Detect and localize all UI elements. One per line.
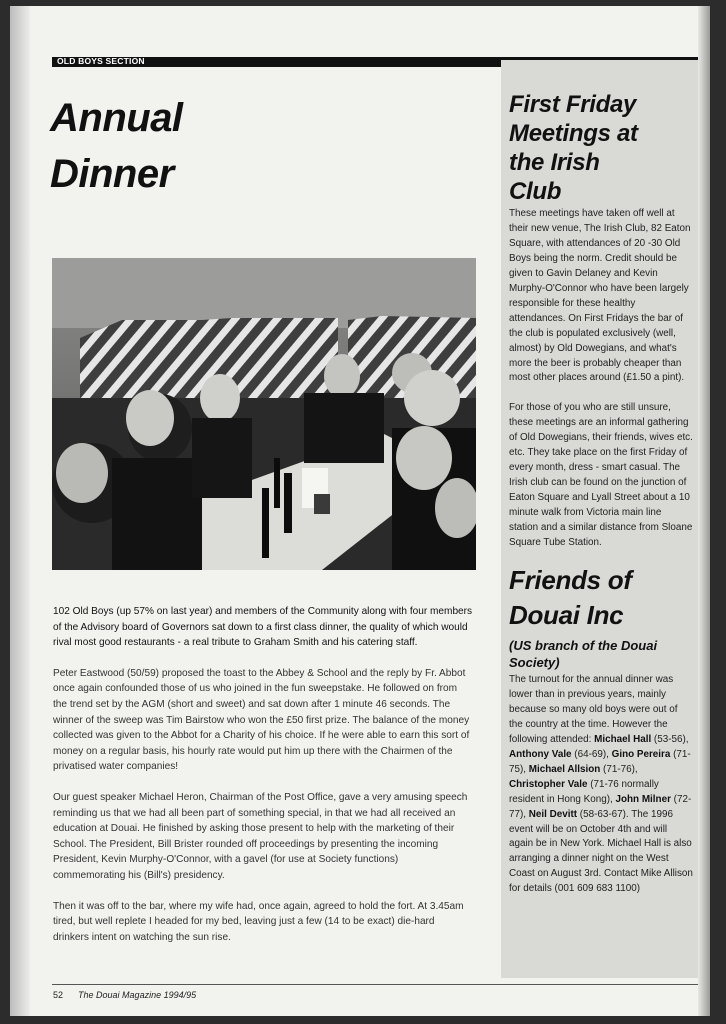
attendee-name: Neil Devitt [528,808,578,820]
text-run: (71-75), [509,748,691,775]
magazine-page [10,6,710,1016]
text-run: The turnout for the annual dinner was lower than in previous years, mainly because so many old boys were out of the country at the time. However the following attended: [509,673,678,745]
attendee-name: John Milner [615,793,671,805]
page-edge [698,6,710,1016]
article-body [53,604,473,960]
title-line: the Irish [509,149,600,176]
first-friday-paragraph: These meetings have taken off well at their new venue, The Irish Club, 82 Eaton Square, with attendances of 20 -30 Old Boys being the norm. Credit should be given to Gavin Delaney and Kevin Murphy-O'Connor who have been largely responsible for these healthy attendances. On First Fridays the bar of the club is populated exclusively (well, almost) by Old Dowegians, and what's more the beer is probably cheaper than most other places around (£1.50 a pint). [509,208,691,384]
page-number: 52 [53,990,64,1000]
title-line: Meetings at [509,120,638,147]
text-run: (64-69), [571,748,612,760]
attendee-name: Christopher Vale [509,778,588,790]
text-run: (72-77), [509,793,692,820]
page-gutter [10,6,30,1016]
dinner-photo-image [52,258,476,570]
paragraph: Then it was off to the bar, where my wife had, once again, agreed to hold the fort. At 3.45am tired, but well replete I headed for my bed, leaving just a few (14 to be exact) die-hard drinkers intent on watching the sun rise. [53,900,464,943]
dinner-photo [52,258,476,570]
attendee-name: Michael Hall [594,733,652,745]
text-run: (53-56), [651,733,689,745]
attendee-name: Michael Allsion [528,763,601,775]
title-line: Club [509,178,562,205]
text-run: (71-76), [600,763,638,775]
title-line: Friends of [509,564,632,595]
title-line-2: Dinner [50,152,174,196]
first-friday-paragraph: For those of you who are still unsure, these meetings are an informal gathering of Old Dowegians, their friends, wives etc. etc. They take place on the first Friday of every month, dress - smart casual. The Irish club can be found on the junction of Eaton Square and Lyall Street about a 10 minute walk from Victoria main line station and a similar distance from Sloane Square Tube Station. [509,402,693,549]
friends-of-douai-title [509,563,693,633]
title-line: First Friday [509,91,637,118]
paragraph: 102 Old Boys (up 57% on last year) and members of the Community along with four members of the Advisory board of Governors sat down to a first class dinner, the quality of which would rival most good restaurants - a real tribute to Graham Smith and his catering staff. [53,606,473,649]
footer-rule [52,984,698,985]
page-footer [53,990,196,1000]
paragraph: Our guest speaker Michael Heron, Chairman of the Post Office, gave a very amusing speech reminding us that we had all been part of something special, in that we had all received an education at Douai. He finished by asking those present to help with the marketing of their School. The President, Bill Brister rounded off proceedings by presenting the incoming President, Kevin Murphy-O'Connor, with a gavel (for use at Society functions) commemorating his (Bill's) presidency. [53,791,468,881]
friends-of-douai-paragraph [509,673,693,897]
sidebar-content [509,90,693,897]
magazine-title: The Douai Magazine 1994/95 [78,990,197,1000]
title-line: Douai Inc [509,599,624,630]
paragraph: Peter Eastwood (50/59) proposed the toast to the Abbey & School and the reply by Fr. Abbot once again confounded those of us who joined in the fun sweepstake. He followed on from the trend set by the AGM (short and sweet) and sat down after 1 minute 46 seconds. The winner of the sweep was Tim Bairstow who won the £50 first prize. The balance of the money collected was given to the Abbot for a Charity of his choice. If he were able to earn this sort of money on a regular basis, his hourly rate would put him up there with the Chairmen of the privatised water companies! [53,667,470,773]
title-line-1: Annual [50,96,183,140]
sidebar-panel [501,60,698,978]
text-run: (58-63-67). The 1996 event will be on October 4th and will again be in New York. Michael Hall is also arranging a dinner night on the West Coast on August 3rd. Contact Mike Allison for details (001 609 683 1100) [509,808,693,895]
friends-of-douai-subtitle: (US branch of the Douai Society) [509,637,658,670]
first-friday-title [509,90,693,206]
attendee-name: Gino Pereira [611,748,671,760]
text-run: (71-76 normally resident in Hong Kong), [509,778,659,805]
article-title [50,90,183,202]
attendee-name: Anthony Vale [509,748,572,760]
section-label: OLD BOYS SECTION [57,56,145,66]
